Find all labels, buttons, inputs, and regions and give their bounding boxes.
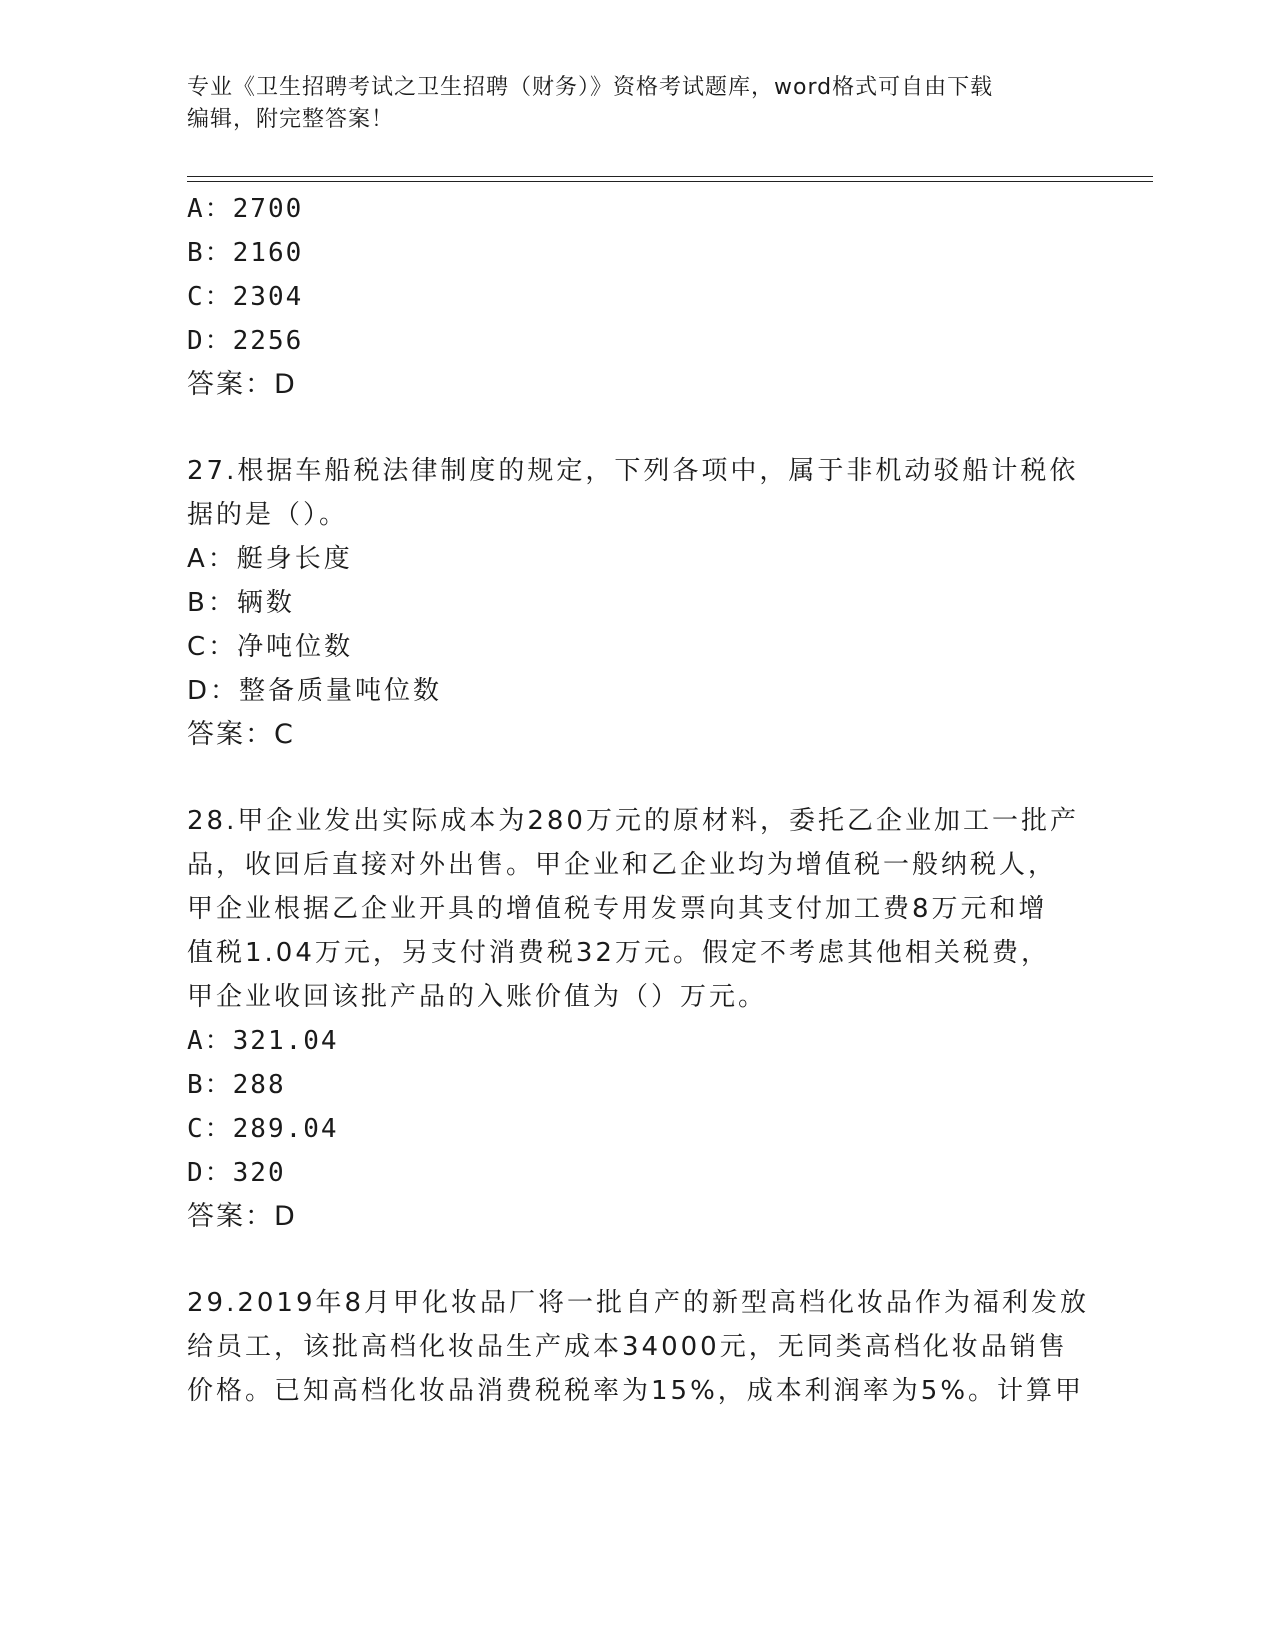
option-a: A：321.04 (187, 1026, 339, 1056)
question-text-line: 甲企业根据乙企业开具的增值税专用发票向其支付加工费8万元和增 (187, 894, 1048, 924)
option-c: C：净吨位数 (187, 632, 354, 662)
answer-value: D (274, 369, 297, 400)
answer-label: 答案： (187, 369, 274, 400)
answer-value: D (274, 1201, 297, 1232)
answer-label: 答案： (187, 1201, 274, 1232)
question-text-line: 29.2019年8月甲化妆品厂将一批自产的新型高档化妆品作为福利发放 (187, 1288, 1090, 1318)
question-text-line: 值税1.04万元，另支付消费税32万元。假定不考虑其他相关税费， (187, 938, 1050, 968)
question-text-line: 价格。已知高档化妆品消费税税率为15%，成本利润率为5%。计算甲 (187, 1376, 1085, 1406)
question-text-line: 28.甲企业发出实际成本为280万元的原材料，委托乙企业加工一批产 (187, 806, 1079, 836)
document-header (187, 72, 1067, 136)
answer (187, 368, 297, 402)
header-line-1: 专业《卫生招聘考试之卫生招聘（财务）》资格考试题库，word格式可自由下载 (187, 75, 994, 100)
option-a: A：2700 (187, 194, 304, 224)
option-b: B：辆数 (187, 588, 295, 618)
option-c: C：2304 (187, 282, 304, 312)
header-divider-top (187, 176, 1153, 177)
option-d: D：2256 (187, 326, 304, 356)
header-divider-bottom (187, 181, 1153, 182)
header-line-2: 编辑，附完整答案！ (187, 107, 395, 132)
question-text-line: 据的是（）。 (187, 500, 349, 530)
option-b: B：2160 (187, 238, 304, 268)
option-b: B：288 (187, 1070, 286, 1100)
question-text-line: 27.根据车船税法律制度的规定，下列各项中，属于非机动驳船计税依 (187, 456, 1079, 486)
option-c: C：289.04 (187, 1114, 339, 1144)
option-d: D：320 (187, 1158, 286, 1188)
answer (187, 718, 295, 752)
question-text-line: 甲企业收回该批产品的入账价值为（）万元。 (187, 982, 768, 1012)
option-a: A：艇身长度 (187, 544, 353, 574)
question-text-line: 品，收回后直接对外出售。甲企业和乙企业均为增值税一般纳税人， (187, 850, 1058, 880)
answer-label: 答案： (187, 719, 274, 750)
option-d: D：整备质量吨位数 (187, 676, 443, 706)
question-text-line: 给员工，该批高档化妆品生产成本34000元，无同类高档化妆品销售 (187, 1332, 1068, 1362)
answer (187, 1200, 297, 1234)
answer-value: C (274, 719, 295, 750)
